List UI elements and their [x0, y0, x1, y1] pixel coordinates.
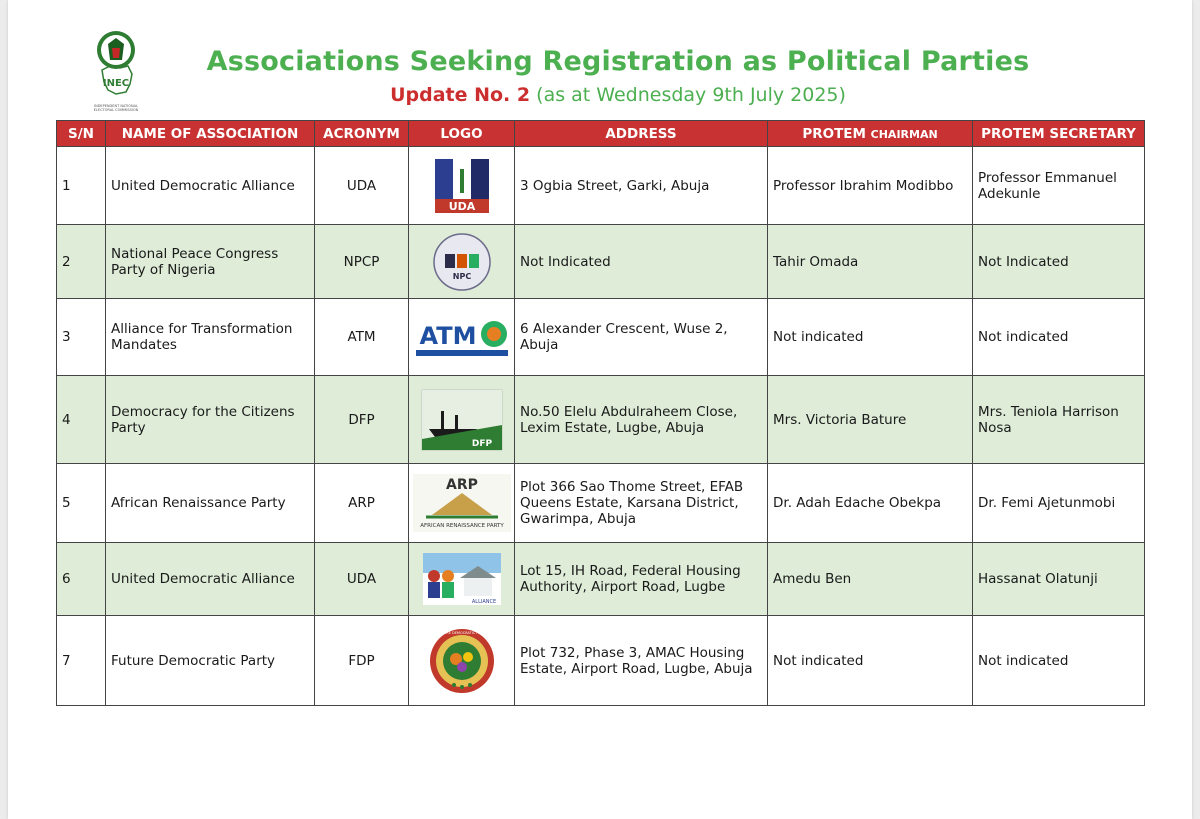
arp-logo-icon	[412, 473, 512, 533]
col-header-chairman	[768, 121, 973, 147]
cell-name: United Democratic Alliance	[106, 543, 315, 616]
cell-address: Lot 15, IH Road, Federal Housing Authority, Airport Road, Lugbe	[515, 543, 768, 616]
cell-secretary: Not Indicated	[973, 225, 1145, 299]
cell-secretary: Mrs. Teniola Harrison Nosa	[973, 376, 1145, 464]
cell-sn: 3	[57, 299, 106, 376]
table-row	[57, 147, 1145, 225]
cell-address: No.50 Elelu Abdulraheem Close, Lexim Estate, Lugbe, Abuja	[515, 376, 768, 464]
uda-alliance-logo-icon	[422, 552, 502, 606]
npc-logo-icon	[432, 232, 492, 292]
table-row	[57, 616, 1145, 706]
cell-chairman: Amedu Ben	[768, 543, 973, 616]
cell-name: Democracy for the Citizens Party	[106, 376, 315, 464]
svg-text:ALLIANCE: ALLIANCE	[471, 599, 496, 605]
cell-logo	[409, 464, 515, 543]
cell-chairman: Not indicated	[768, 299, 973, 376]
cell-sn: 6	[57, 543, 106, 616]
cell-sn: 4	[57, 376, 106, 464]
cell-secretary: Not indicated	[973, 299, 1145, 376]
cell-acronym: UDA	[315, 147, 409, 225]
cell-address: Not Indicated	[515, 225, 768, 299]
cell-chairman: Dr. Adah Edache Obekpa	[768, 464, 973, 543]
page-subtitle	[128, 84, 1108, 106]
col-header-name: NAME OF ASSOCIATION	[106, 121, 315, 147]
cell-address: Plot 366 Sao Thome Street, EFAB Queens Estate, Karsana District, Gwarimpa, Abuja	[515, 464, 768, 543]
col-header-chairman-a: PROTEM	[802, 125, 866, 142]
cell-secretary: Not indicated	[973, 616, 1145, 706]
col-header-chairman-b: CHAIRMAN	[870, 127, 938, 141]
col-header-logo: LOGO	[409, 121, 515, 147]
table-row	[57, 225, 1145, 299]
update-date: (as at Wednesday 9th July 2025)	[536, 84, 846, 106]
cell-acronym: FDP	[315, 616, 409, 706]
cell-acronym: ATM	[315, 299, 409, 376]
svg-text:ARP: ARP	[445, 477, 478, 493]
cell-name: National Peace Congress Party of Nigeria	[106, 225, 315, 299]
cell-name: African Renaissance Party	[106, 464, 315, 543]
svg-text:AFRICAN RENAISSANCE PARTY: AFRICAN RENAISSANCE PARTY	[419, 523, 504, 529]
cell-secretary: Professor Emmanuel Adekunle	[973, 147, 1145, 225]
cell-logo	[409, 147, 515, 225]
cell-acronym: DFP	[315, 376, 409, 464]
col-header-acronym: ACRONYM	[315, 121, 409, 147]
fdp-logo-icon	[428, 627, 496, 695]
cell-acronym: ARP	[315, 464, 409, 543]
cell-chairman: Mrs. Victoria Bature	[768, 376, 973, 464]
col-header-secretary: PROTEM SECRETARY	[973, 121, 1145, 147]
svg-text:UDA: UDA	[448, 199, 475, 213]
cell-name: United Democratic Alliance	[106, 147, 315, 225]
cell-chairman: Professor Ibrahim Modibbo	[768, 147, 973, 225]
svg-text:ATM: ATM	[419, 322, 476, 350]
col-header-sn: S/N	[57, 121, 106, 147]
cell-logo	[409, 616, 515, 706]
cell-logo	[409, 376, 515, 464]
inec-logo-caption: INDEPENDENT NATIONAL ELECTORAL COMMISSION	[93, 104, 139, 112]
table-row	[57, 299, 1145, 376]
associations-table	[56, 120, 1145, 706]
cell-chairman: Tahir Omada	[768, 225, 973, 299]
cell-acronym: UDA	[315, 543, 409, 616]
cell-address: 3 Ogbia Street, Garki, Abuja	[515, 147, 768, 225]
cell-secretary: Hassanat Olatunji	[973, 543, 1145, 616]
cell-sn: 7	[57, 616, 106, 706]
cell-sn: 5	[57, 464, 106, 543]
table-row	[57, 543, 1145, 616]
cell-acronym: NPCP	[315, 225, 409, 299]
update-number: Update No. 2	[390, 84, 531, 106]
atm-logo-icon	[412, 314, 512, 360]
svg-text:FUTURE DEMOCRATIC PARTY: FUTURE DEMOCRATIC PARTY	[436, 630, 487, 635]
document-page	[8, 0, 1192, 819]
cell-address: 6 Alexander Crescent, Wuse 2, Abuja	[515, 299, 768, 376]
cell-name: Alliance for Transformation Mandates	[106, 299, 315, 376]
cell-address: Plot 732, Phase 3, AMAC Housing Estate, Airport Road, Lugbe, Abuja	[515, 616, 768, 706]
svg-text:DFP: DFP	[471, 438, 492, 449]
svg-text:NPC: NPC	[452, 271, 471, 281]
cell-sn: 1	[57, 147, 106, 225]
table-row	[57, 464, 1145, 543]
cell-logo	[409, 299, 515, 376]
page-title: Associations Seeking Registration as Political Parties	[206, 46, 1030, 77]
uda-logo-icon	[433, 157, 491, 215]
cell-name: Future Democratic Party	[106, 616, 315, 706]
col-header-address: ADDRESS	[515, 121, 768, 147]
dfp-logo-icon	[421, 389, 503, 451]
cell-logo	[409, 543, 515, 616]
table-row	[57, 376, 1145, 464]
table-header-row	[57, 121, 1145, 147]
cell-sn: 2	[57, 225, 106, 299]
svg-text:INEC: INEC	[102, 78, 130, 89]
cell-logo	[409, 225, 515, 299]
cell-secretary: Dr. Femi Ajetunmobi	[973, 464, 1145, 543]
cell-chairman: Not indicated	[768, 616, 973, 706]
